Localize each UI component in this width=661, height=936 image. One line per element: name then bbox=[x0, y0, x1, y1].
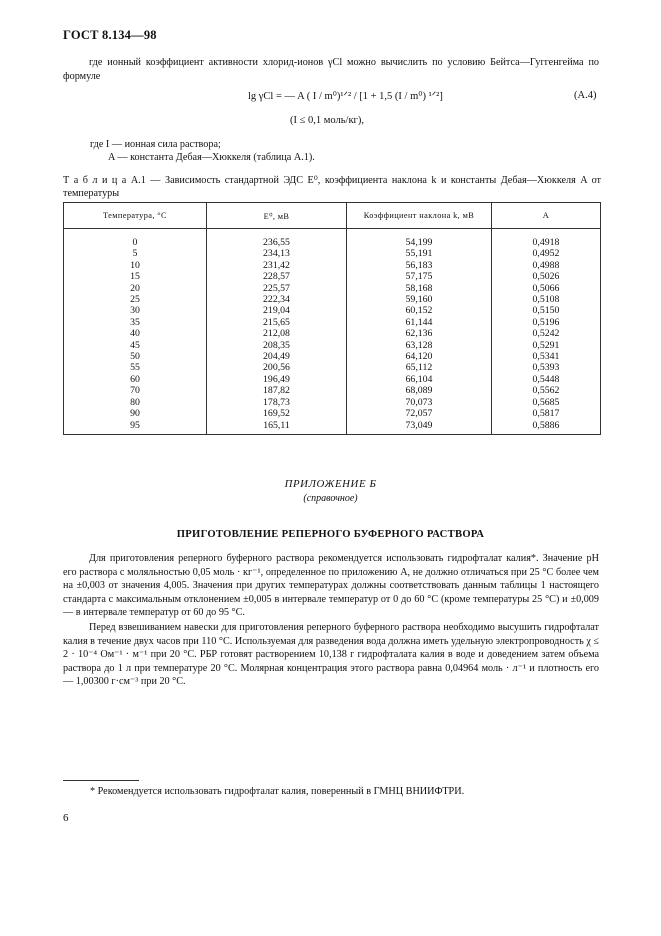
cell-a: 0,4918 bbox=[492, 229, 601, 249]
header-a: A bbox=[492, 203, 601, 229]
formula-number: (A.4) bbox=[574, 90, 597, 101]
cell-slope: 63,128 bbox=[347, 340, 492, 351]
cell-slope: 68,089 bbox=[347, 385, 492, 396]
data-table bbox=[63, 202, 601, 435]
table-row bbox=[64, 317, 601, 328]
cell-temperature: 45 bbox=[64, 340, 207, 351]
cell-slope: 58,168 bbox=[347, 283, 492, 294]
document-header: ГОСТ 8.134—98 bbox=[63, 28, 157, 42]
table-row bbox=[64, 351, 601, 362]
cell-emf: 169,52 bbox=[207, 408, 347, 419]
formula-condition: (I ≤ 0,1 моль/кг), bbox=[290, 115, 364, 126]
cell-a: 0,5886 bbox=[492, 420, 601, 435]
cell-temperature: 25 bbox=[64, 294, 207, 305]
cell-a: 0,5393 bbox=[492, 362, 601, 373]
cell-temperature: 80 bbox=[64, 397, 207, 408]
header-temperature: Температура, °С bbox=[64, 203, 207, 229]
cell-slope: 55,191 bbox=[347, 248, 492, 259]
cell-emf: 236,55 bbox=[207, 229, 347, 249]
formula-expression: lg γCl = — A ( I / m⁰)¹ᐟ² / [1 + 1,5 (I / m⁰) ¹ᐟ²] bbox=[248, 91, 443, 102]
cell-slope: 57,175 bbox=[347, 271, 492, 282]
cell-a: 0,4988 bbox=[492, 260, 601, 271]
cell-slope: 56,183 bbox=[347, 260, 492, 271]
table-row bbox=[64, 328, 601, 339]
cell-slope: 72,057 bbox=[347, 408, 492, 419]
intro-paragraph: где ионный коэффициент активности хлорид-ионов γCl можно вычислить по условию Бейтса—Гуггенгейма по формуле bbox=[63, 57, 599, 82]
cell-emf: 208,35 bbox=[207, 340, 347, 351]
cell-emf: 228,57 bbox=[207, 271, 347, 282]
cell-emf: 231,42 bbox=[207, 260, 347, 271]
cell-slope: 64,120 bbox=[347, 351, 492, 362]
cell-emf: 204,49 bbox=[207, 351, 347, 362]
cell-slope: 54,199 bbox=[347, 229, 492, 249]
table-row bbox=[64, 260, 601, 271]
table-header-row bbox=[64, 203, 601, 229]
table-row bbox=[64, 294, 601, 305]
cell-emf: 187,82 bbox=[207, 385, 347, 396]
table-row bbox=[64, 305, 601, 316]
cell-a: 0,5242 bbox=[492, 328, 601, 339]
cell-a: 0,5448 bbox=[492, 374, 601, 385]
cell-emf: 212,08 bbox=[207, 328, 347, 339]
cell-slope: 70,073 bbox=[347, 397, 492, 408]
table-row bbox=[64, 374, 601, 385]
appendix-paragraph-2: Перед взвешиванием навески для приготовления реперного буферного раствора необходимо высушить гидрофталат калия в течение двух часов при 110 °С. Используемая для разведения вода должна иметь удельную электропроводность χ ≤ 2 · 10⁻⁴ Ом⁻¹ · м⁻¹ при 20 °С. РБР готовят растворением 10,138 г гидрофталата калия в воде и доведением затем объема раствора до 1 л при температуре 20 °С. Молярная концентрация этого раствора равна 0,04964 моль · л⁻¹ и плотность его — 1,00300 г·см⁻³ при 20 °С. bbox=[63, 622, 599, 688]
where-line-2: A — константа Дебая—Хюккеля (таблица A.1). bbox=[108, 152, 315, 163]
cell-temperature: 5 bbox=[64, 248, 207, 259]
cell-emf: 178,73 bbox=[207, 397, 347, 408]
cell-slope: 73,049 bbox=[347, 420, 492, 435]
table-caption: Т а б л и ц а A.1 — Зависимость стандартной ЭДС E⁰, коэффициента наклона k и константы Дебая—Хюккеля A от температуры bbox=[63, 175, 601, 200]
table-row bbox=[64, 271, 601, 282]
table-row bbox=[64, 408, 601, 419]
cell-slope: 66,104 bbox=[347, 374, 492, 385]
cell-temperature: 0 bbox=[64, 229, 207, 249]
cell-temperature: 50 bbox=[64, 351, 207, 362]
where-line-1: где I — ионная сила раствора; bbox=[90, 139, 221, 150]
cell-emf: 215,65 bbox=[207, 317, 347, 328]
table-row bbox=[64, 340, 601, 351]
cell-a: 0,5026 bbox=[492, 271, 601, 282]
cell-emf: 200,56 bbox=[207, 362, 347, 373]
cell-a: 0,5291 bbox=[492, 340, 601, 351]
footnote-rule bbox=[63, 780, 139, 781]
appendix-paragraph-1: Для приготовления реперного буферного раствора рекомендуется использовать гидрофталат калия*. Значение pH его раствора с моляльностью 0,05 моль · кг⁻¹, определенное по приложению A, не должно отличаться при 25 °С более чем на ±0,003 от значения 4,005. Значения при других температурах должны соответствовать данным таблицы 1 настоящего стандарта с максимальным отклонением ±0,005 в интервале температур от 0 до 60 °С (кроме температуры 25 °С) и ±0,009 — в интервале температур от 60 до 95 °С. bbox=[63, 553, 599, 619]
cell-temperature: 95 bbox=[64, 420, 207, 435]
cell-a: 0,5066 bbox=[492, 283, 601, 294]
header-emf: E⁰, мВ bbox=[207, 203, 347, 229]
cell-temperature: 30 bbox=[64, 305, 207, 316]
cell-emf: 196,49 bbox=[207, 374, 347, 385]
table-row bbox=[64, 283, 601, 294]
cell-a: 0,5341 bbox=[492, 351, 601, 362]
cell-temperature: 40 bbox=[64, 328, 207, 339]
cell-slope: 65,112 bbox=[347, 362, 492, 373]
cell-a: 0,4952 bbox=[492, 248, 601, 259]
table-row bbox=[64, 385, 601, 396]
cell-a: 0,5685 bbox=[492, 397, 601, 408]
cell-slope: 60,152 bbox=[347, 305, 492, 316]
table-row bbox=[64, 229, 601, 249]
table-row bbox=[64, 397, 601, 408]
table-row bbox=[64, 420, 601, 435]
appendix-subtitle: (справочное) bbox=[303, 493, 358, 504]
cell-temperature: 15 bbox=[64, 271, 207, 282]
appendix-title: ПРИЛОЖЕНИЕ Б bbox=[284, 478, 377, 490]
cell-slope: 61,144 bbox=[347, 317, 492, 328]
cell-emf: 225,57 bbox=[207, 283, 347, 294]
cell-temperature: 70 bbox=[64, 385, 207, 396]
cell-a: 0,5108 bbox=[492, 294, 601, 305]
cell-a: 0,5562 bbox=[492, 385, 601, 396]
cell-temperature: 90 bbox=[64, 408, 207, 419]
cell-slope: 59,160 bbox=[347, 294, 492, 305]
cell-temperature: 60 bbox=[64, 374, 207, 385]
page-number: 6 bbox=[63, 812, 69, 824]
footnote: * Рекомендуется использовать гидрофталат калия, поверенный в ГМНЦ ВНИИФТРИ. bbox=[90, 786, 465, 797]
cell-temperature: 35 bbox=[64, 317, 207, 328]
cell-emf: 222,34 bbox=[207, 294, 347, 305]
where-block bbox=[90, 138, 315, 164]
cell-temperature: 55 bbox=[64, 362, 207, 373]
cell-a: 0,5150 bbox=[492, 305, 601, 316]
cell-temperature: 20 bbox=[64, 283, 207, 294]
header-slope: Коэффициент наклона k, мВ bbox=[347, 203, 492, 229]
table-row bbox=[64, 248, 601, 259]
cell-emf: 234,13 bbox=[207, 248, 347, 259]
cell-a: 0,5817 bbox=[492, 408, 601, 419]
table-body bbox=[64, 229, 601, 435]
cell-emf: 219,04 bbox=[207, 305, 347, 316]
section-heading: ПРИГОТОВЛЕНИЕ РЕПЕРНОГО БУФЕРНОГО РАСТВОРА bbox=[176, 529, 485, 540]
cell-a: 0,5196 bbox=[492, 317, 601, 328]
cell-temperature: 10 bbox=[64, 260, 207, 271]
table-row bbox=[64, 362, 601, 373]
cell-slope: 62,136 bbox=[347, 328, 492, 339]
cell-emf: 165,11 bbox=[207, 420, 347, 435]
